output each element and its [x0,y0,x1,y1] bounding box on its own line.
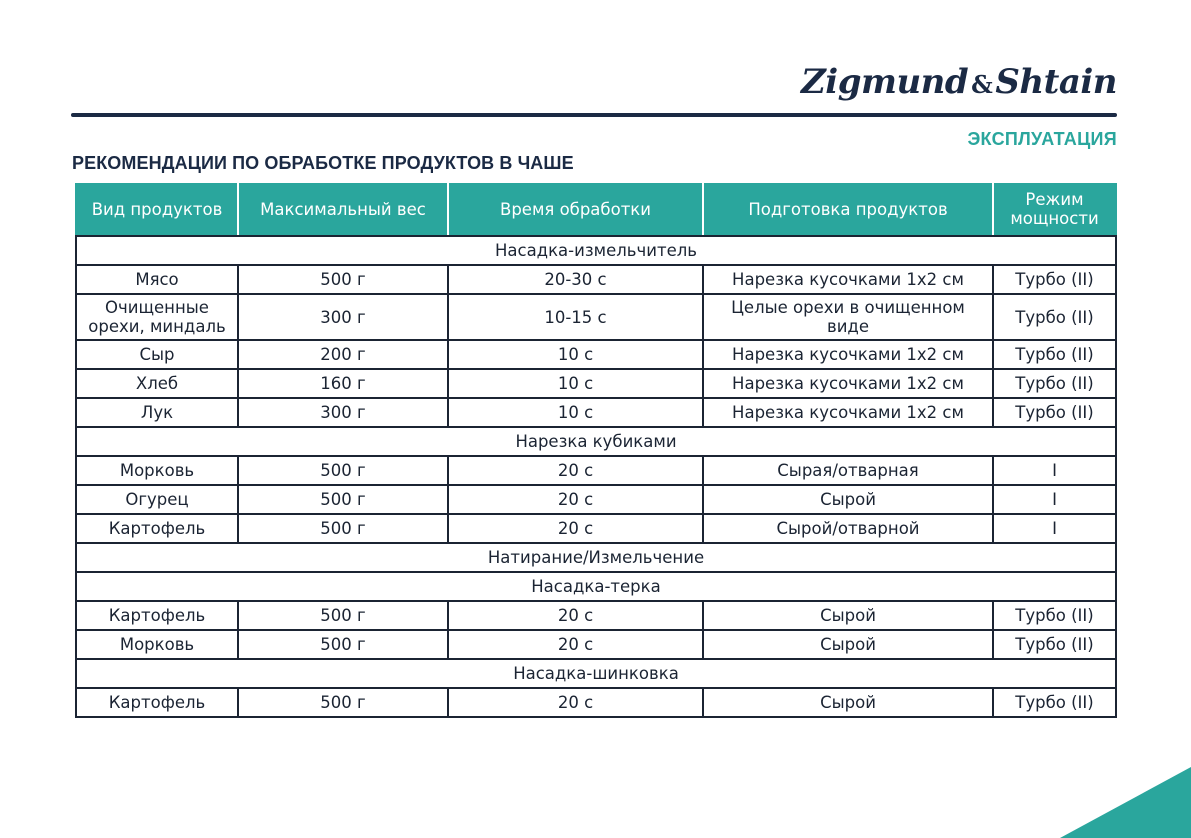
table-section-row [76,236,1116,265]
cell-processing-time: 10-15 с [448,294,703,340]
section-heading: Насадка-шинковка [76,659,1116,688]
cell-product: Сыр [76,340,238,369]
table-header [76,183,1116,236]
table-section-row [76,572,1116,601]
cell-power-mode: Турбо (II) [993,601,1116,630]
column-header-power-mode: Режим мощности [993,183,1116,236]
cell-power-mode: Турбо (II) [993,630,1116,659]
cell-product: Лук [76,398,238,427]
cell-preparation: Нарезка кусочками 1х2 см [703,369,993,398]
cell-product: Очищенные орехи, миндаль [76,294,238,340]
cell-power-mode: Турбо (II) [993,398,1116,427]
cell-max-weight: 500 г [238,514,448,543]
table-row [76,485,1116,514]
column-header-preparation: Подготовка продуктов [703,183,993,236]
cell-processing-time: 20 с [448,601,703,630]
table-row [76,514,1116,543]
table-row [76,294,1116,340]
cell-power-mode: Турбо (II) [993,688,1116,717]
brand-logo [801,62,1117,102]
table-row [76,265,1116,294]
cell-preparation: Сырой [703,485,993,514]
cell-processing-time: 20 с [448,630,703,659]
table-row [76,398,1116,427]
cell-max-weight: 160 г [238,369,448,398]
section-label: ЭКСПЛУАТАЦИЯ [967,129,1117,149]
cell-product: Картофель [76,601,238,630]
table-body [76,236,1116,717]
column-header-product: Вид продуктов [76,183,238,236]
cell-preparation: Сырая/отварная [703,456,993,485]
cell-max-weight: 300 г [238,294,448,340]
cell-max-weight: 500 г [238,688,448,717]
section-heading: Насадка-измельчитель [76,236,1116,265]
logo-text-b: Shtain [995,62,1117,102]
table-row [76,688,1116,717]
cell-product: Картофель [76,514,238,543]
cell-preparation: Нарезка кусочками 1х2 см [703,340,993,369]
cell-processing-time: 20-30 с [448,265,703,294]
cell-power-mode: I [993,456,1116,485]
cell-processing-time: 20 с [448,485,703,514]
table-section-row [76,543,1116,572]
column-header-max-weight: Максимальный вес [238,183,448,236]
cell-processing-time: 10 с [448,398,703,427]
cell-power-mode: I [993,514,1116,543]
cell-product: Морковь [76,456,238,485]
section-heading: Насадка-терка [76,572,1116,601]
table-row [76,601,1116,630]
cell-power-mode: Турбо (II) [993,294,1116,340]
cell-preparation: Сырой [703,601,993,630]
cell-preparation: Сырой [703,630,993,659]
cell-max-weight: 500 г [238,485,448,514]
cell-preparation: Нарезка кусочками 1х2 см [703,398,993,427]
cell-processing-time: 10 с [448,369,703,398]
recommendations-table [75,183,1117,718]
cell-product: Хлеб [76,369,238,398]
cell-power-mode: Турбо (II) [993,265,1116,294]
logo-ampersand: & [971,70,993,99]
cell-max-weight: 500 г [238,456,448,485]
section-heading: Натирание/Измельчение [76,543,1116,572]
cell-product: Огурец [76,485,238,514]
cell-power-mode: Турбо (II) [993,340,1116,369]
cell-preparation: Сырой [703,688,993,717]
cell-power-mode: I [993,485,1116,514]
cell-max-weight: 500 г [238,601,448,630]
cell-product: Картофель [76,688,238,717]
cell-processing-time: 20 с [448,456,703,485]
cell-processing-time: 10 с [448,340,703,369]
table-section-row [76,659,1116,688]
cell-processing-time: 20 с [448,514,703,543]
section-heading: Нарезка кубиками [76,427,1116,456]
table-section-row [76,427,1116,456]
corner-decoration [1060,767,1191,838]
table-header-row [76,183,1116,236]
table-row [76,369,1116,398]
cell-preparation: Целые орехи в очищенном виде [703,294,993,340]
page-title: РЕКОМЕНДАЦИИ ПО ОБРАБОТКЕ ПРОДУКТОВ В ЧАШЕ [72,153,574,173]
cell-max-weight: 500 г [238,630,448,659]
cell-product: Морковь [76,630,238,659]
cell-processing-time: 20 с [448,688,703,717]
cell-max-weight: 300 г [238,398,448,427]
header-divider [71,113,1117,117]
cell-max-weight: 500 г [238,265,448,294]
table-row [76,456,1116,485]
cell-preparation: Нарезка кусочками 1х2 см [703,265,993,294]
cell-preparation: Сырой/отварной [703,514,993,543]
column-header-processing-time: Время обработки [448,183,703,236]
cell-product: Мясо [76,265,238,294]
table-row [76,340,1116,369]
cell-power-mode: Турбо (II) [993,369,1116,398]
cell-max-weight: 200 г [238,340,448,369]
logo-text-a: Zigmund [800,62,969,102]
table-row [76,630,1116,659]
